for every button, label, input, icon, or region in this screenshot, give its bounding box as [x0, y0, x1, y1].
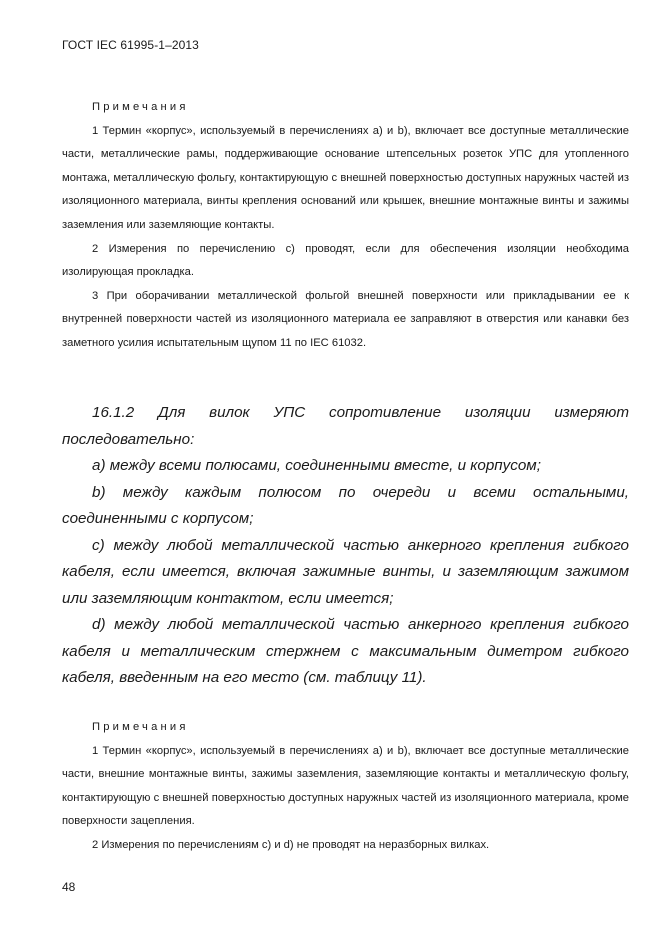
notes-block-1	[62, 96, 629, 356]
notes-block-2	[62, 716, 629, 858]
section-list-item: b) между каждым полюсом по очереди и всеми остальными, соединенными с корпусом;	[62, 483, 629, 527]
document-header: ГОСТ IEC 61995-1–2013	[62, 38, 199, 52]
section-list-item: c) между любой металлической частью анкерного крепления гибкого кабеля, если имеется, включая зажимные винты, и заземляющим зажимом или заземляющим контактом, если имеется;	[62, 536, 629, 607]
section-list-item: a) между всеми полюсами, соединенными вместе, и корпусом;	[92, 457, 541, 474]
note-item: 1 Термин «корпус», используемый в перечислениях a) и b), включает все доступные металлические части, металлические рамы, поддерживающие основание штепсельных розеток УПС для утопленного монтажа, металлическую фольгу, контактирующую с внешней поверхностью доступных наружных частей из изоляционного материала, винты крепления оснований или крышек, внешние монтажные винты и зажимы заземления или заземляющие контакты.	[62, 124, 629, 231]
note-item: 2 Измерения по перечислениям c) и d) не проводят на неразборных вилках.	[92, 838, 490, 851]
section-list-item: d) между любой металлической частью анкерного крепления гибкого кабеля и металлическим стержнем с максимальным диметром гибкого кабеля, введенным на его место (см. таблицу 11).	[62, 616, 629, 686]
note-item: 2 Измерения по перечислению c) проводят, если для обеспечения изоляции необходима изолирующая прокладка.	[62, 242, 629, 279]
note-item: 3 При оборачивании металлической фольгой внешней поверхности или прикладывании ее к внутренней поверхности частей из изоляционного материала ее заправляют в отверстия или канавки без заметного усилия испытательным щупом 11 по IEC 61032.	[62, 289, 629, 349]
notes-title: Примечания	[92, 721, 189, 733]
section-16-1-2	[62, 400, 629, 692]
page-number: 48	[62, 880, 76, 894]
notes-title: Примечания	[92, 101, 189, 113]
section-intro: 16.1.2 Для вилок УПС сопротивление изоляции измеряют последовательно:	[62, 404, 629, 448]
note-item: 1 Термин «корпус», используемый в перечислениях a) и b), включает все доступные металлические части, внешние монтажные винты, зажимы заземления, заземляющие контакты и металлическую фольгу, контактирующую с внешней поверхностью доступных наружных частей из изоляционного материала, кроме поверхности зацепления.	[62, 744, 629, 828]
